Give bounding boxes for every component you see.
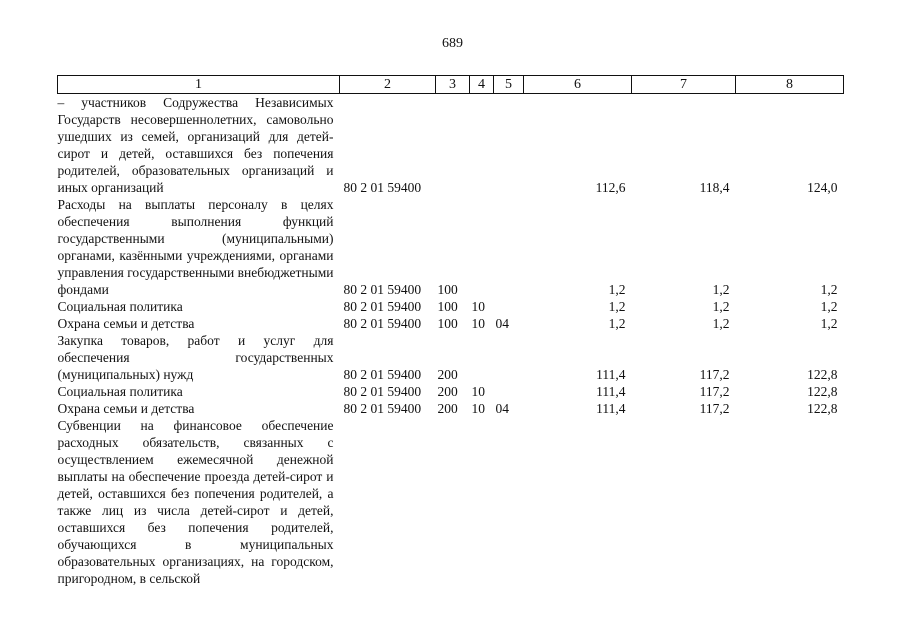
amount-year-3: 122,8 <box>807 367 838 382</box>
page-number: 689 <box>442 36 463 51</box>
target-code: 80 2 01 59400 <box>343 401 422 416</box>
amount-year-2: 1,2 <box>712 282 730 297</box>
table-row <box>58 383 844 400</box>
section <box>470 417 494 587</box>
expense-type: 200 <box>437 367 458 382</box>
column-header: 2 <box>340 76 436 94</box>
column-header: 1 <box>58 76 340 94</box>
subsection <box>494 94 524 197</box>
target-code: 80 2 01 59400 <box>343 384 422 399</box>
budget-table <box>57 75 844 587</box>
amount-year-2: 117,2 <box>699 367 730 382</box>
column-header: 6 <box>524 76 632 94</box>
amount-year-3: 124,0 <box>807 180 838 195</box>
section: 10 <box>471 384 485 399</box>
section <box>470 94 494 197</box>
section <box>470 332 494 383</box>
subsection: 04 <box>495 401 509 416</box>
row-name: Охрана семьи и детства <box>57 401 195 416</box>
amount-year-1: 1,2 <box>608 282 626 297</box>
subsection: 04 <box>495 316 509 331</box>
subsection <box>494 298 524 315</box>
amount-year-1: 111,4 <box>596 401 626 416</box>
amount-year-1 <box>524 417 632 587</box>
column-header: 4 <box>470 76 494 94</box>
target-code: 80 2 01 59400 <box>343 282 422 297</box>
row-name: Расходы на выплаты персоналу в целях обеспечения выполнения функций государственными (муниципальными) органами, казёнными учреждениями, органами управления государственными внебюджетными фондами <box>57 197 334 297</box>
table-row <box>58 196 844 298</box>
column-header: 8 <box>736 76 844 94</box>
amount-year-1: 111,4 <box>596 384 626 399</box>
amount-year-1: 1,2 <box>608 316 626 331</box>
amount-year-3: 122,8 <box>807 401 838 416</box>
target-code: 80 2 01 59400 <box>343 367 422 382</box>
amount-year-2: 1,2 <box>712 299 730 314</box>
target-code <box>340 417 436 587</box>
expense-type: 100 <box>437 299 458 314</box>
row-name: Закупка товаров, работ и услуг для обеспечения государственных (муниципальных) нужд <box>57 333 334 382</box>
expense-type: 200 <box>437 384 458 399</box>
amount-year-2 <box>632 417 736 587</box>
section: 10 <box>471 316 485 331</box>
row-name: Охрана семьи и детства <box>57 316 195 331</box>
expense-type: 100 <box>437 282 458 297</box>
amount-year-3: 1,2 <box>820 282 838 297</box>
row-name: Социальная политика <box>57 299 183 314</box>
table-header-row <box>58 76 844 94</box>
subsection <box>494 196 524 298</box>
column-header: 3 <box>436 76 470 94</box>
subsection <box>494 332 524 383</box>
column-header: 7 <box>632 76 736 94</box>
expense-type: 100 <box>437 316 458 331</box>
subsection <box>494 417 524 587</box>
amount-year-1: 112,6 <box>595 180 626 195</box>
table-row <box>58 332 844 383</box>
amount-year-3: 1,2 <box>820 316 838 331</box>
column-header: 5 <box>494 76 524 94</box>
table-row <box>58 315 844 332</box>
section <box>470 196 494 298</box>
amount-year-1: 111,4 <box>596 367 626 382</box>
table-row <box>58 417 844 587</box>
amount-year-1: 1,2 <box>608 299 626 314</box>
section: 10 <box>471 299 485 314</box>
target-code: 80 2 01 59400 <box>343 299 422 314</box>
section: 10 <box>471 401 485 416</box>
target-code: 80 2 01 59400 <box>343 180 422 195</box>
row-name: Субвенции на финансовое обеспечение расходных обязательств, связанных с осуществлением ежемесячной денежной выплаты на обеспечение проезда детей-сирот и детей, оставшихся без попечения родителей, а также лиц из числа детей-сирот и детей, оставшихся без попечения родителей, обучающихся в муниципальных образовательных организациях, на городском, пригородном, в сельской <box>57 418 334 586</box>
amount-year-2: 118,4 <box>699 180 730 195</box>
subsection <box>494 383 524 400</box>
row-name: Социальная политика <box>57 384 183 399</box>
amount-year-2: 117,2 <box>699 401 730 416</box>
amount-year-3: 122,8 <box>807 384 838 399</box>
expense-type: 200 <box>437 401 458 416</box>
row-name: – участников Содружества Независимых Государств несовершеннолетних, самовольно ушедших из семей, организаций для детей-сирот и детей, оставшихся без попечения родителей, образовательных организаций и иных организаций <box>57 95 334 195</box>
amount-year-2: 117,2 <box>699 384 730 399</box>
amount-year-2: 1,2 <box>712 316 730 331</box>
table-row <box>58 400 844 417</box>
amount-year-3: 1,2 <box>820 299 838 314</box>
amount-year-3 <box>736 417 844 587</box>
expense-type <box>436 94 470 197</box>
target-code: 80 2 01 59400 <box>343 316 422 331</box>
table-row <box>58 94 844 197</box>
table-row <box>58 298 844 315</box>
expense-type <box>436 417 470 587</box>
